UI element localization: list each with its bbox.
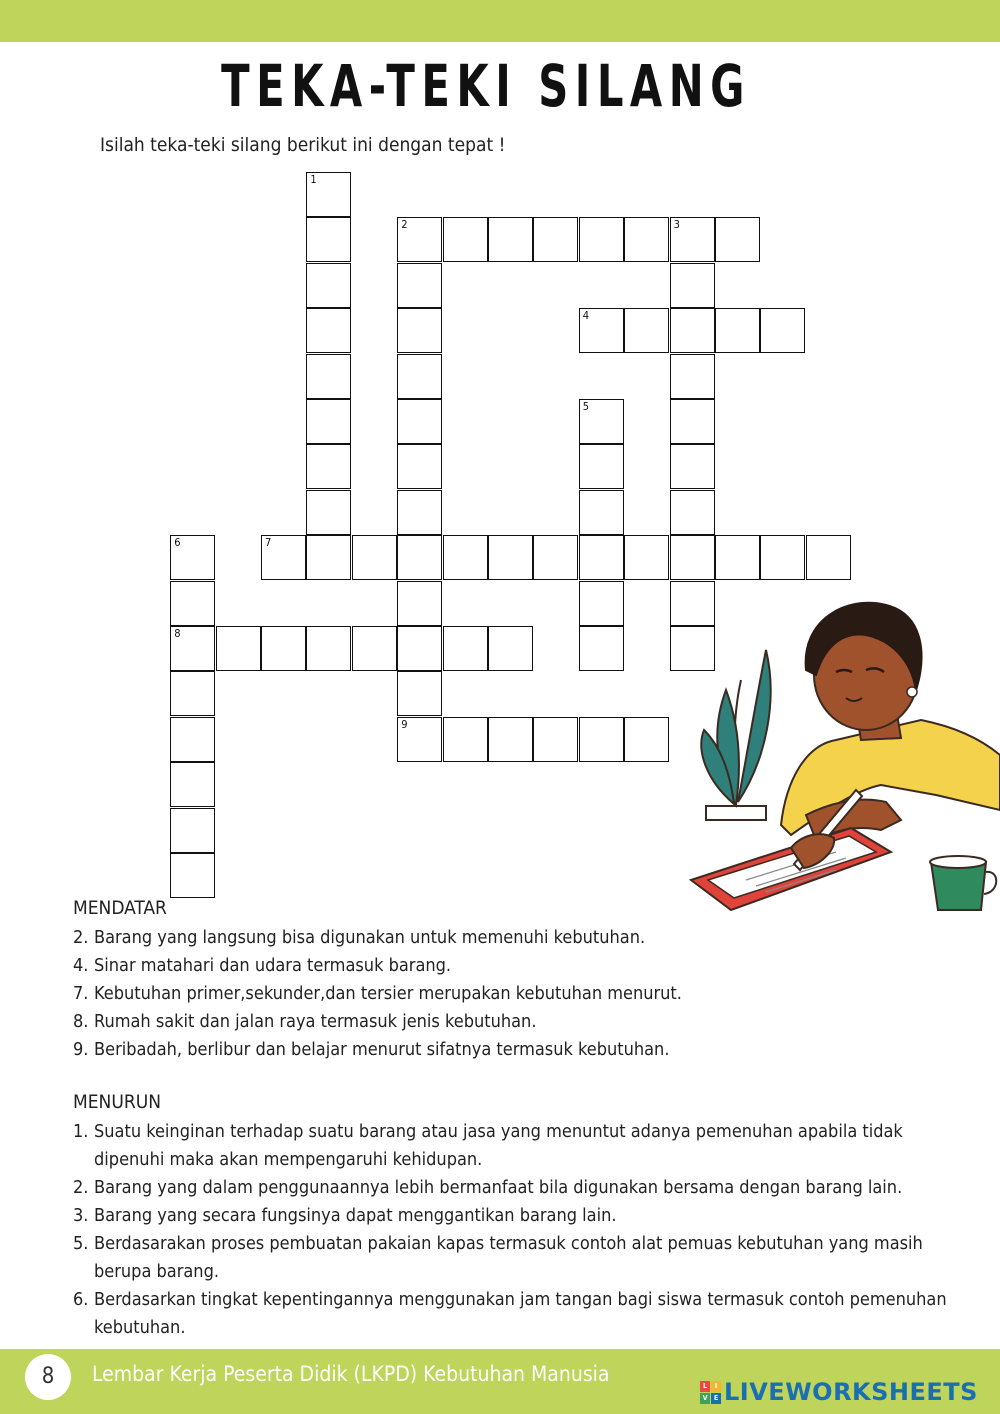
clue-text: Suatu keinginan terhadap suatu barang atau jasa yang menuntut adanya pemenuhan apabila tidak dipenuhi maka akan mempengaruhi kehidupan. <box>94 1121 903 1170</box>
crossword-cell[interactable] <box>443 217 488 262</box>
crossword-cell[interactable] <box>579 308 624 353</box>
crossword-cell[interactable] <box>579 217 624 262</box>
clue-number: 3. <box>73 1205 89 1226</box>
menurun-clue <box>73 1230 953 1286</box>
clue-text: Beribadah, berlibur dan belajar menurut sifatnya termasuk kebutuhan. <box>94 1039 670 1060</box>
menurun-clue <box>73 1118 953 1174</box>
cell-number: 5 <box>582 400 590 413</box>
menurun-clue <box>73 1174 953 1202</box>
clue-number: 8. <box>73 1011 89 1032</box>
clue-text: Barang yang dalam penggunaannya lebih bermanfaat bila digunakan bersama dengan barang lain. <box>94 1177 903 1198</box>
crossword-cell[interactable] <box>715 217 760 262</box>
clue-number: 4. <box>73 955 89 976</box>
crossword-cell[interactable] <box>306 217 351 262</box>
clue-text: Kebutuhan primer,sekunder,dan tersier merupakan kebutuhan menurut. <box>94 983 682 1004</box>
crossword-cell[interactable] <box>579 717 624 762</box>
cell-number: 9 <box>401 717 408 731</box>
cell-number: 1 <box>310 173 317 186</box>
clue-text: Sinar matahari dan udara termasuk barang. <box>94 955 452 976</box>
crossword-cell[interactable] <box>579 626 624 671</box>
crossword-cell[interactable] <box>579 444 624 489</box>
crossword-cell[interactable] <box>624 717 669 762</box>
crossword-cell[interactable] <box>624 535 669 580</box>
crossword-cell[interactable] <box>306 399 351 444</box>
crossword-cell[interactable] <box>488 626 533 671</box>
crossword-cell[interactable] <box>715 308 760 353</box>
crossword-cell[interactable] <box>306 626 351 671</box>
crossword-cell[interactable] <box>306 308 351 353</box>
clue-number: 5. <box>73 1233 89 1254</box>
plant-icon <box>701 650 770 820</box>
crossword-cell[interactable] <box>579 490 624 535</box>
crossword-cell[interactable] <box>397 626 442 671</box>
crossword-cell[interactable] <box>670 444 715 489</box>
crossword-cell[interactable] <box>170 808 215 853</box>
crossword-cell[interactable] <box>170 535 215 580</box>
crossword-cell[interactable] <box>397 217 442 262</box>
crossword-cell[interactable] <box>443 717 488 762</box>
crossword-cell[interactable] <box>397 354 442 399</box>
menurun-clue <box>73 1202 953 1230</box>
clue-text: Rumah sakit dan jalan raya termasuk jenis kebutuhan. <box>94 1011 537 1032</box>
cell-number: 7 <box>265 536 272 550</box>
crossword-cell[interactable] <box>170 853 215 898</box>
liveworksheets-icon: L I V E <box>700 1381 720 1403</box>
crossword-cell[interactable] <box>670 308 715 353</box>
crossword-cell[interactable] <box>306 535 351 580</box>
crossword-cell[interactable] <box>397 444 442 489</box>
clue-number: 2. <box>73 1177 89 1198</box>
crossword-cell[interactable] <box>397 263 442 308</box>
clue-number: 2. <box>73 927 89 948</box>
crossword-cell[interactable] <box>261 626 306 671</box>
crossword-cell[interactable] <box>397 308 442 353</box>
footer-text: Lembar Kerja Peserta Didik (LKPD) Kebutuhan Manusia <box>92 1362 610 1386</box>
menurun-heading: MENURUN <box>73 1091 162 1113</box>
crossword-cell[interactable] <box>352 626 397 671</box>
crossword-cell[interactable] <box>443 535 488 580</box>
menurun-clue <box>73 1286 953 1342</box>
page-title: TEKA-TEKI SILANG <box>221 52 751 120</box>
crossword-cell[interactable] <box>306 444 351 489</box>
crossword-cell[interactable] <box>806 535 851 580</box>
instruction-text: Isilah teka-teki silang berikut ini dengan tepat ! <box>100 134 506 156</box>
crossword-cell[interactable] <box>533 717 578 762</box>
crossword-cell[interactable] <box>397 717 442 762</box>
crossword-cell[interactable] <box>397 581 442 626</box>
crossword-cell[interactable] <box>760 535 805 580</box>
crossword-cell[interactable] <box>306 263 351 308</box>
crossword-cell[interactable] <box>170 717 215 762</box>
crossword-cell[interactable] <box>624 217 669 262</box>
crossword-cell[interactable] <box>488 717 533 762</box>
crossword-cell[interactable] <box>533 535 578 580</box>
cell-number: 4 <box>582 309 590 323</box>
clue-text: Barang yang secara fungsinya dapat menggantikan barang lain. <box>94 1205 617 1226</box>
crossword-cell[interactable] <box>306 172 351 217</box>
mendatar-heading: MENDATAR <box>73 897 167 919</box>
crossword-cell[interactable] <box>670 263 715 308</box>
mendatar-clue <box>73 1008 953 1036</box>
page-number: 8 <box>25 1354 71 1400</box>
mendatar-clue-list <box>73 924 953 1064</box>
crossword-cell[interactable] <box>306 490 351 535</box>
crossword-cell[interactable] <box>670 490 715 535</box>
crossword-cell[interactable] <box>443 626 488 671</box>
crossword-cell[interactable] <box>579 399 624 444</box>
crossword-cell[interactable] <box>760 308 805 353</box>
crossword-cell[interactable] <box>397 535 442 580</box>
crossword-cell[interactable] <box>624 308 669 353</box>
student-writing-illustration <box>686 580 1000 915</box>
crossword-cell[interactable] <box>670 354 715 399</box>
clue-text: Berdasarkan tingkat kepentingannya menggunakan jam tangan bagi siswa termasuk contoh pemenuhan kebutuhan. <box>94 1289 947 1338</box>
top-accent-bar <box>0 0 1000 42</box>
mendatar-clue <box>73 1036 953 1064</box>
brand-text: LIVEWORKSHEETS <box>724 1378 978 1406</box>
crossword-cell[interactable] <box>216 626 261 671</box>
clue-number: 1. <box>73 1121 89 1142</box>
crossword-cell[interactable] <box>488 217 533 262</box>
menurun-clue-list <box>73 1118 953 1342</box>
crossword-cell[interactable] <box>488 535 533 580</box>
crossword-cell[interactable] <box>579 535 624 580</box>
tablet-icon <box>691 828 891 910</box>
crossword-cell[interactable] <box>306 354 351 399</box>
cell-number: 2 <box>401 218 408 232</box>
crossword-cell[interactable] <box>670 217 715 262</box>
clue-number: 6. <box>73 1289 89 1310</box>
crossword-cell[interactable] <box>670 399 715 444</box>
cup-icon <box>930 856 996 910</box>
crossword-cell[interactable] <box>170 581 215 626</box>
crossword-cell[interactable] <box>170 671 215 716</box>
liveworksheets-logo <box>700 1378 978 1406</box>
mendatar-clue <box>73 924 953 952</box>
clue-text: Berdasarakan proses pembuatan pakaian kapas termasuk contoh alat pemuas kebutuhan yang masih berupa barang. <box>94 1233 923 1282</box>
crossword-cell[interactable] <box>670 535 715 580</box>
crossword-cell[interactable] <box>170 762 215 807</box>
crossword-cell[interactable] <box>715 535 760 580</box>
crossword-cell[interactable] <box>397 399 442 444</box>
crossword-cell[interactable] <box>579 581 624 626</box>
crossword-cell[interactable] <box>352 535 397 580</box>
clue-text: Barang yang langsung bisa digunakan untuk memenuhi kebutuhan. <box>94 927 646 948</box>
clue-number: 9. <box>73 1039 89 1060</box>
crossword-cell[interactable] <box>533 217 578 262</box>
clue-number: 7. <box>73 983 89 1004</box>
cell-number: 6 <box>174 536 181 550</box>
crossword-cell[interactable] <box>397 671 442 716</box>
crossword-cell[interactable] <box>261 535 306 580</box>
cell-number: 3 <box>673 218 680 232</box>
crossword-cell[interactable] <box>397 490 442 535</box>
mendatar-clue <box>73 980 953 1008</box>
crossword-cell[interactable] <box>170 626 215 671</box>
cell-number: 8 <box>174 627 181 640</box>
mendatar-clue <box>73 952 953 980</box>
